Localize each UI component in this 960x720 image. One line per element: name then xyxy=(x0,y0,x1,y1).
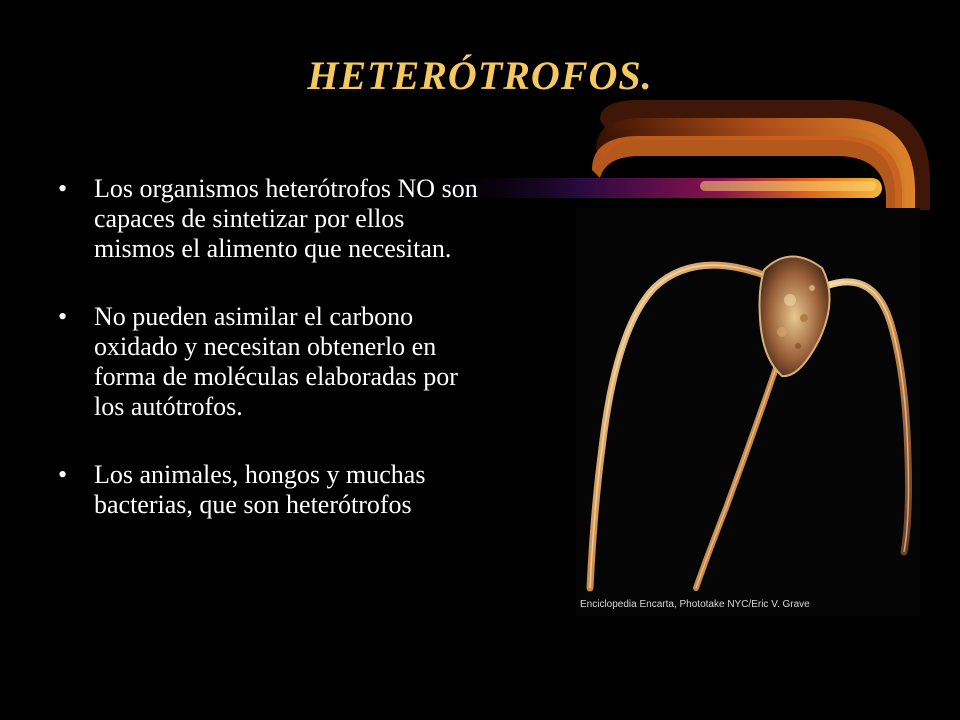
left-horn xyxy=(590,265,772,588)
slide-title: HETERÓTROFOS. xyxy=(307,53,653,98)
bullet-item xyxy=(58,460,478,520)
bullet-item xyxy=(58,174,478,264)
bullet-marker: • xyxy=(58,302,68,331)
swoosh-arc-inner xyxy=(592,136,902,210)
ceratium-photo xyxy=(576,208,920,616)
right-horn xyxy=(826,282,909,552)
bullet-text: Los animales, hongos y muchas bacterias, que son heterótrofos xyxy=(94,460,426,519)
photo-caption: Enciclopedia Encarta, Phototake NYC/Eric V. Grave xyxy=(580,599,810,610)
bullet-text: Los organismos heterótrofos NO son capaces de sintetizar por ellos mismos el alimento que necesitan. xyxy=(94,174,478,263)
bullet-list xyxy=(58,174,478,558)
bullet-text: No pueden asimilar el carbono oxidado y necesitan obtenerlo en forma de moléculas elaboradas por los autótrofos. xyxy=(94,302,458,421)
organism-illustration xyxy=(576,208,920,616)
bullet-item xyxy=(58,302,478,422)
bullet-marker: • xyxy=(58,460,68,489)
bullet-marker: • xyxy=(58,174,68,203)
swoosh-bar-highlight xyxy=(700,181,876,191)
cell-body xyxy=(760,256,830,376)
